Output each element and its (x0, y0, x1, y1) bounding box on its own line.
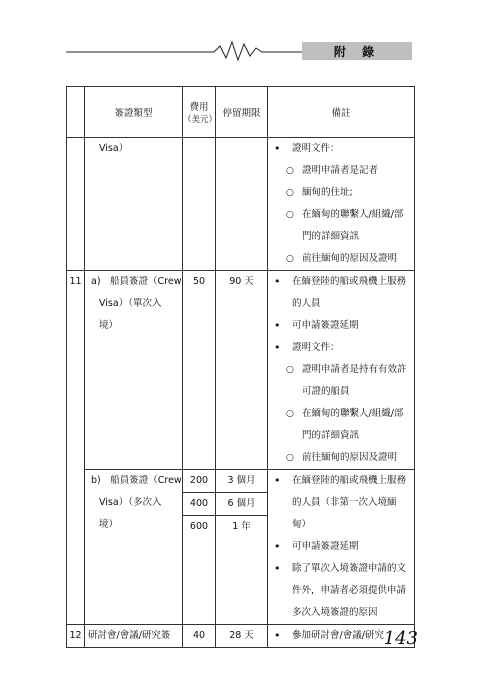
fee-value: 50 (192, 276, 206, 287)
note-item: 門的詳細資訊 (302, 430, 360, 441)
fee-value: 600 (189, 521, 209, 532)
note-item: • 參加研討會/會議/研究 (272, 625, 414, 647)
note-item: • 除了單次入境簽證申請的文 (272, 558, 414, 580)
table-row-continued (67, 138, 415, 271)
note-item: 的人員（非第一次入境緬 (292, 497, 397, 508)
note-item: • 在緬登陸的船或飛機上服務 (272, 271, 414, 293)
note-item: ○ 證明申請者是記者 (272, 160, 414, 182)
header-no (67, 87, 85, 138)
page-number: 143 (383, 628, 418, 649)
notes-list (268, 470, 414, 624)
note-item: ○ 前往緬甸的原因及證明 (272, 447, 414, 469)
note-item: 可證的船員 (302, 386, 350, 397)
notes-list (268, 271, 414, 469)
page-header (0, 0, 480, 70)
table-row-11a (67, 271, 415, 470)
table-header-row (67, 87, 415, 138)
note-item: 件外，申請者必須提供申請 (292, 585, 407, 596)
row-number: 12 (69, 630, 82, 641)
note-item: • 證明文件： (272, 337, 414, 359)
table-row-12 (67, 625, 415, 648)
type-line: 境） (99, 320, 119, 331)
visa-table (66, 86, 415, 648)
note-item: 甸） (292, 519, 312, 530)
fee-value: 400 (183, 493, 215, 516)
header-stay: 停留期限 (216, 87, 268, 138)
notes-list (268, 138, 414, 270)
type-line: a) 船員簽證（Crew (91, 276, 182, 287)
note-item: ○ 證明申請者是持有有效許 (272, 359, 414, 381)
note-item: • 證明文件： (272, 138, 414, 160)
note-item: 門的詳細資訊 (302, 231, 360, 242)
type-line: b) 船員簽證（Crew (91, 475, 182, 486)
note-item: ○ 在緬甸的聯繫人/組織/部 (272, 403, 414, 425)
type-text: Visa） (99, 143, 129, 154)
header-fee: 費用 （美元） (183, 87, 216, 138)
note-item: 多次入境簽證的原因 (292, 607, 378, 618)
stay-value: 90 天 (229, 276, 254, 287)
note-item: • 在緬登陸的船或飛機上服務 (272, 470, 414, 492)
stay-value: 3 個月 (216, 470, 267, 493)
fee-value: 40 (192, 630, 206, 641)
table-row-11b (67, 470, 415, 625)
row-number: 11 (69, 276, 82, 287)
note-item: ○ 在緬甸的聯繫人/組織/部 (272, 204, 414, 226)
header-type: 簽證類型 (85, 87, 183, 138)
stay-value: 6 個月 (216, 493, 267, 516)
note-item: ○ 緬甸的住址; (272, 182, 414, 204)
fee-value: 200 (183, 470, 215, 493)
note-item: • 可申請簽證延期 (272, 315, 414, 337)
section-label: 附 錄 (302, 42, 412, 60)
stay-value: 28 天 (229, 630, 254, 641)
note-item: ○ 前往緬甸的原因及證明 (272, 248, 414, 270)
type-line: Visa）（多次入 (99, 497, 162, 508)
note-item: 的人員 (292, 298, 321, 309)
type-line: 境） (99, 519, 119, 530)
note-item: • 可申請簽證延期 (272, 536, 414, 558)
type-line: Visa）（單次入 (99, 298, 162, 309)
stay-value: 1 年 (232, 521, 251, 532)
header-notes: 備註 (268, 87, 415, 138)
type-text: 研討會/會議/研究簽 (88, 630, 171, 641)
